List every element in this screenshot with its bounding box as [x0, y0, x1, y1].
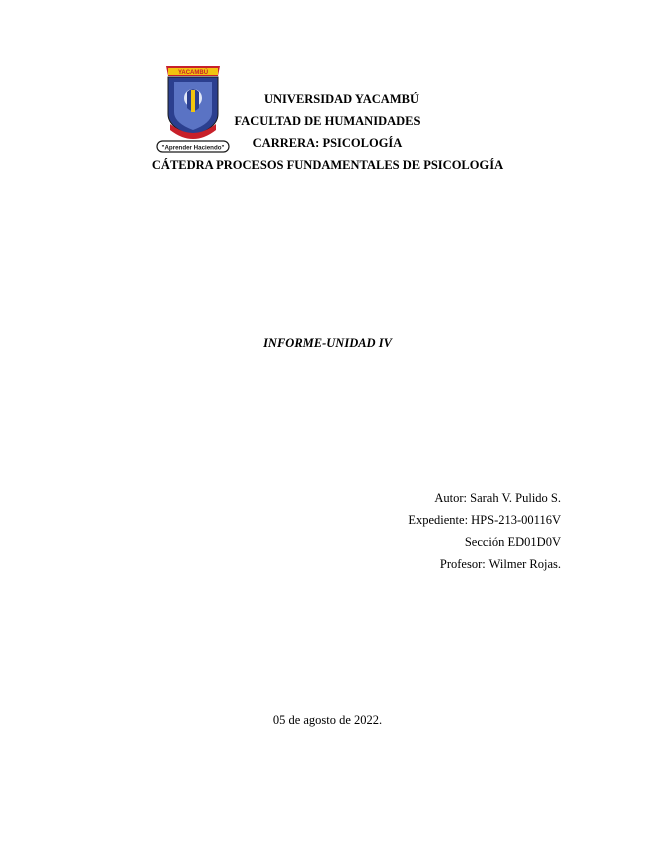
- chair-name: CÁTEDRA PROCESOS FUNDAMENTALES DE PSICOLOGÍA: [151, 158, 504, 172]
- report-date: 05 de agosto de 2022.: [272, 713, 383, 727]
- logo-wordmark: YACAMBÚ: [177, 70, 209, 76]
- report-title: INFORME-UNIDAD IV: [263, 336, 392, 350]
- author-line: Autor: Sarah V. Pulido S.: [434, 491, 561, 505]
- professor-line: Profesor: Wilmer Rojas.: [439, 557, 561, 571]
- logo-motto: "Aprender Haciendo": [161, 144, 225, 152]
- faculty-name: FACULTAD DE HUMANIDADES: [234, 114, 421, 128]
- career-name: CARRERA: PSICOLOGÍA: [252, 136, 403, 150]
- section-line: Sección ED01D0V: [464, 535, 561, 549]
- file-number-line: Expediente: HPS-213-00116V: [408, 513, 561, 527]
- university-name: UNIVERSIDAD YACAMBÚ: [264, 92, 419, 106]
